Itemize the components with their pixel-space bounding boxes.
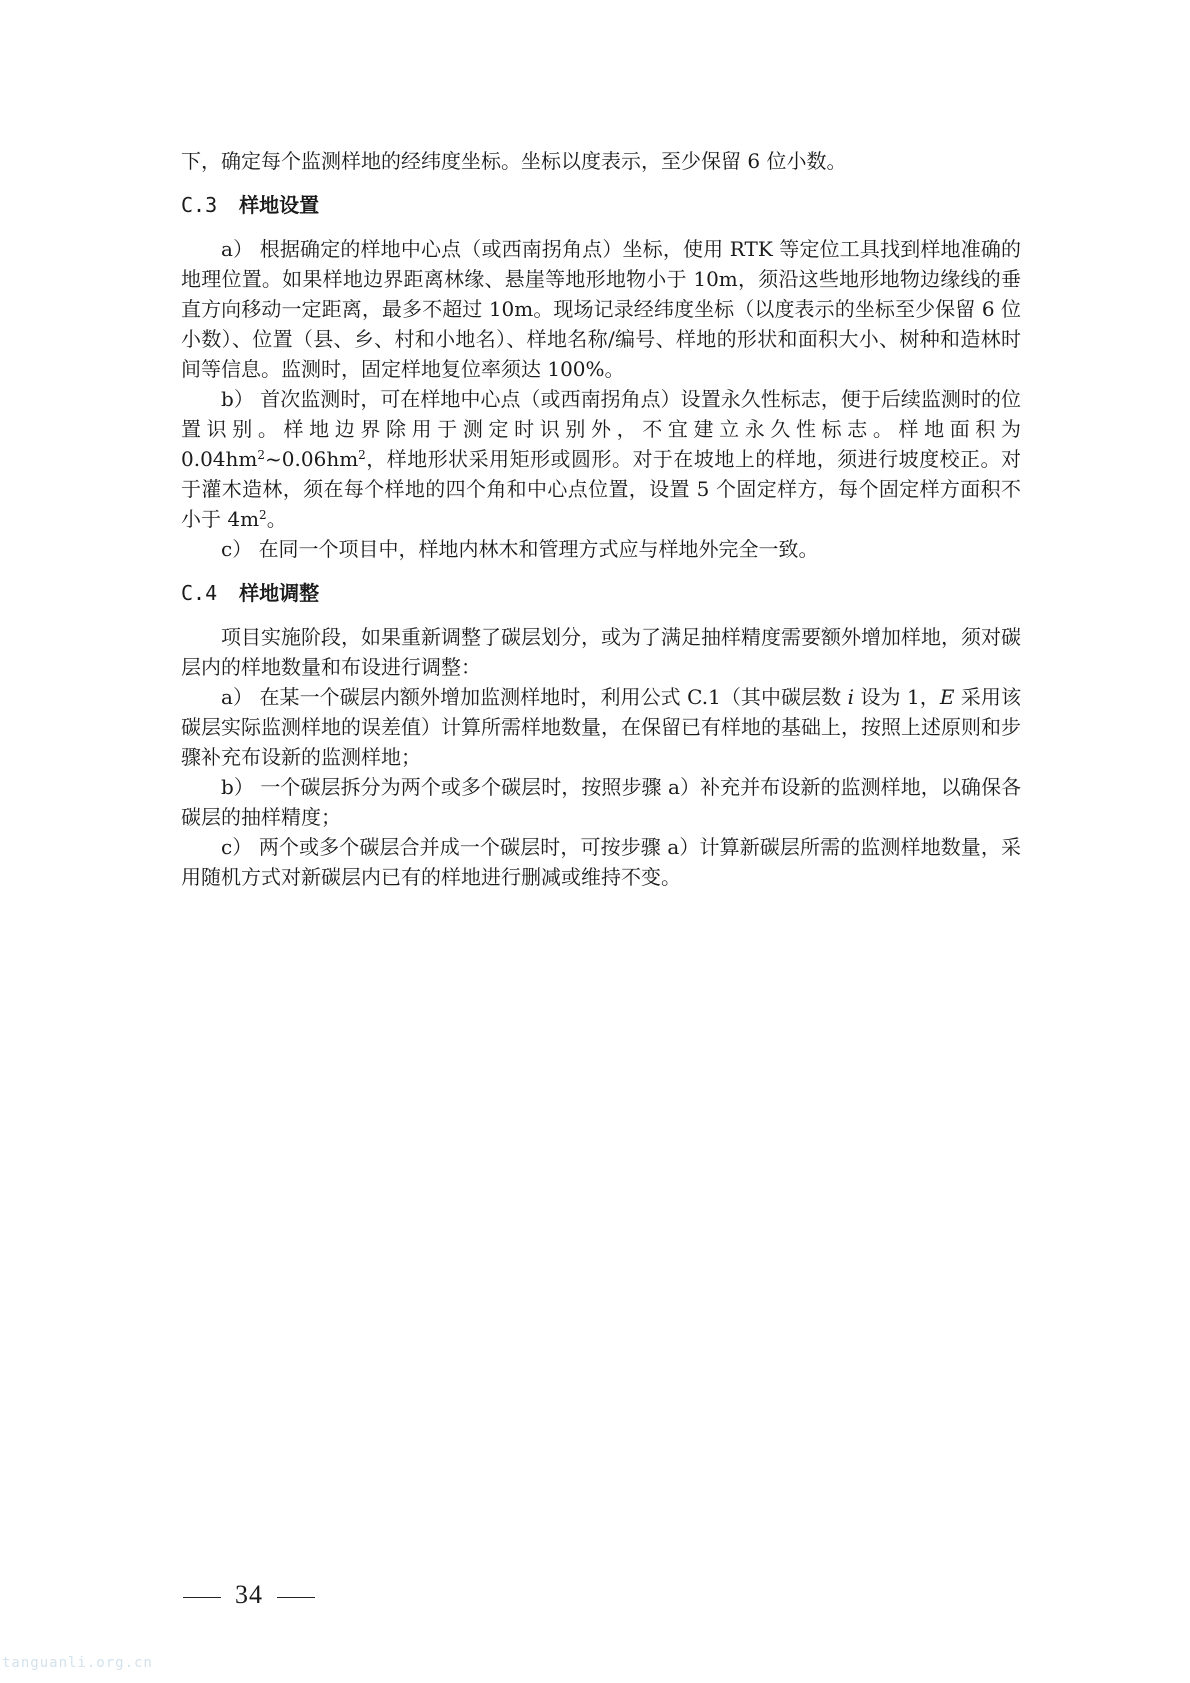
item-text: ~0.06hm bbox=[265, 447, 359, 471]
section-title: 样地调整 bbox=[239, 581, 320, 605]
item-text: 一个碳层拆分为两个或多个碳层时，按照步骤 a）补充并布设新的监测样地，以确保各碳层的抽样精度； bbox=[181, 775, 1022, 829]
variable-i: i bbox=[847, 685, 855, 709]
item-text: 采用该碳层实际监测样地的误差值）计算所需样地数量，在保留已有样地的基础上，按照上述原则和步骤补充布设新的监测样地； bbox=[181, 685, 1021, 769]
item-text: ，样地形状采用矩形或圆形。对于在坡地上的样地，须进行坡度校正。对于灌木造林，须在每个样地的四个角和中心点位置，设置 5 个固定样方，每个固定样方面积不小于 4m bbox=[181, 447, 1021, 531]
variable-e: E bbox=[939, 685, 955, 709]
section-heading-c3 bbox=[181, 190, 1021, 220]
footer-dash-right bbox=[277, 1597, 315, 1598]
item-label: a） bbox=[221, 237, 260, 261]
item-label: c） bbox=[221, 835, 259, 859]
c4-item-b bbox=[181, 772, 1021, 832]
c3-item-c bbox=[181, 534, 1021, 564]
item-text: 两个或多个碳层合并成一个碳层时，可按步骤 a）计算新碳层所需的监测样地数量，采用随机方式对新碳层内已有的样地进行删减或维持不变。 bbox=[181, 835, 1022, 889]
item-text: 根据确定的样地中心点（或西南拐角点）坐标，使用 RTK 等定位工具找到样地准确的地理位置。如果样地边界距离林缘、悬崖等地形地物小于 10m，须沿这些地形地物边缘线的垂直方向移动一定距离，最多不超过 10m。现场记录经纬度坐标（以度表示的坐标至少保留 6 位小数）、位置（县、乡、村和小地名）、样地名称/编号、样地的形状和面积大小、树种和造林时间等信息。监测时，固定样地复位率须达 100%。 bbox=[181, 237, 1022, 381]
section-heading-c4 bbox=[181, 578, 1021, 608]
superscript: 2 bbox=[259, 508, 267, 522]
item-label: b） bbox=[221, 387, 261, 411]
page-content bbox=[181, 146, 1021, 892]
c3-item-b bbox=[181, 384, 1021, 534]
superscript: 2 bbox=[358, 448, 366, 462]
c4-intro: 项目实施阶段，如果重新调整了碳层划分，或为了满足抽样精度需要额外增加样地，须对碳层内的样地数量和布设进行调整： bbox=[181, 625, 1021, 679]
item-text: 设为 1， bbox=[854, 685, 940, 709]
superscript: 2 bbox=[257, 448, 266, 462]
item-label: b） bbox=[221, 775, 261, 799]
item-text: 。 bbox=[266, 507, 287, 531]
continued-paragraph: 下，确定每个监测样地的经纬度坐标。坐标以度表示，至少保留 6 位小数。 bbox=[181, 149, 847, 173]
item-text: 在同一个项目中，样地内林木和管理方式应与样地外完全一致。 bbox=[258, 537, 819, 561]
c4-item-c bbox=[181, 832, 1021, 892]
item-text: 在某一个碳层内额外增加监测样地时，利用公式 C.1（其中碳层数 bbox=[259, 685, 848, 709]
section-title: 样地设置 bbox=[239, 193, 320, 217]
c3-item-a bbox=[181, 234, 1021, 384]
page-footer bbox=[183, 1580, 315, 1610]
section-number: C.3 bbox=[181, 193, 218, 217]
c4-item-a bbox=[181, 682, 1021, 772]
footer-dash-left bbox=[183, 1597, 221, 1598]
watermark: tanguanli.org.cn bbox=[2, 1655, 153, 1671]
item-text: 首次监测时，可在样地中心点（或西南拐角点）设置永久性标志，便于后续监测时的位置识别。样地边界除用于测定时识别外，不宜建立永久性标志。样地面积为 0.04hm bbox=[181, 387, 1021, 471]
section-number: C.4 bbox=[181, 581, 218, 605]
page-number: 34 bbox=[235, 1580, 263, 1609]
item-label: c） bbox=[221, 537, 259, 561]
item-label: a） bbox=[221, 685, 260, 709]
